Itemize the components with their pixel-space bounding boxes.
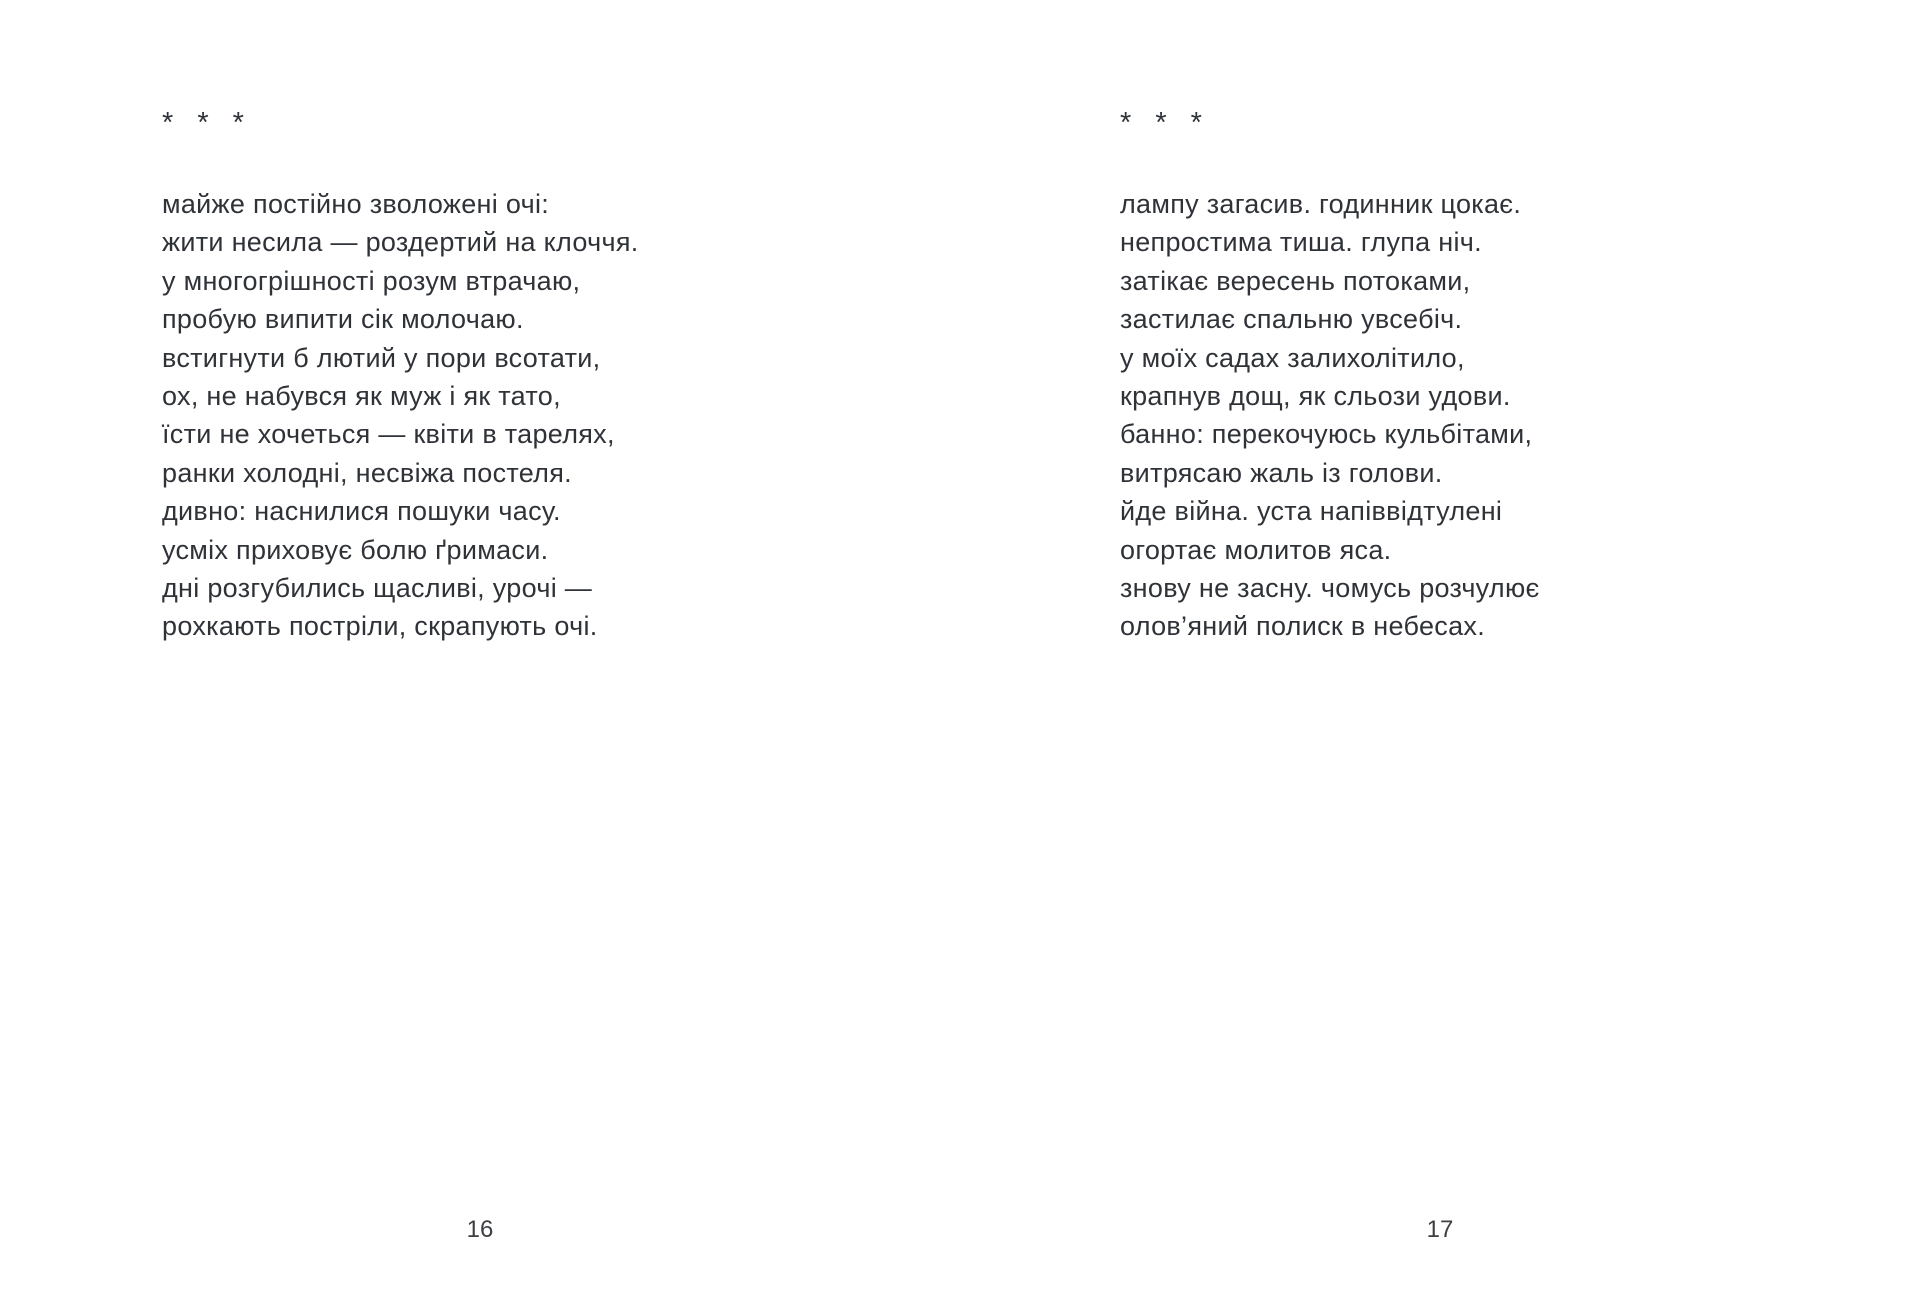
poem-line: ранки холодні, несвіжа постеля. — [162, 457, 572, 488]
page-right — [960, 0, 1920, 1303]
poem-line: огортає молитов яса. — [1120, 534, 1392, 565]
poem-line: банно: перекочуюсь кульбітами, — [1120, 419, 1533, 450]
poem-line: крапнув дощ, як сльози удови. — [1120, 381, 1511, 412]
poem-line: дивно: наснилися пошуки часу. — [162, 496, 561, 527]
poem-line: у многогрішності розум втрачаю, — [162, 265, 581, 296]
poem-line: олов’яний полиск в небесах. — [1120, 611, 1485, 642]
poem-line: ох, не набувся як муж і як тато, — [162, 381, 561, 412]
poem-line: жити несила — роздертий на клоччя. — [162, 227, 639, 258]
section-marker: * * * — [162, 107, 245, 139]
poem-line: усміх приховує болю ґримаси. — [162, 534, 549, 565]
poem-line: застилає спальню увсебіч. — [1120, 304, 1463, 335]
poem-line: майже постійно зволожені очі: — [162, 189, 550, 219]
poem-line: рохкають постріли, скрапують очі. — [162, 611, 598, 642]
poem-line: їсти не хочеться — квіти в тарелях, — [162, 419, 615, 450]
poem-line: пробую випити сік молочаю. — [162, 304, 524, 335]
poem-right — [1120, 185, 1540, 646]
poem-line: непростима тиша. глупа ніч. — [1120, 227, 1482, 258]
poem-line: знову не засну. чомусь розчулює — [1120, 573, 1540, 604]
poem-line: витрясаю жаль із голови. — [1120, 457, 1443, 488]
poem-line: у моїх садах залихолітило, — [1120, 342, 1465, 373]
poem-left — [162, 185, 639, 646]
poem-line: затікає вересень потоками, — [1120, 265, 1471, 296]
page-number: 17 — [1426, 1216, 1454, 1243]
poem-line: йде війна. уста напіввідтулені — [1120, 496, 1503, 527]
poem-line: дні розгубились щасливі, урочі — — [162, 573, 593, 604]
page-number: 16 — [466, 1216, 494, 1243]
poem-line: лампу загасив. годинник цокає. — [1120, 189, 1522, 219]
section-marker: * * * — [1120, 107, 1203, 139]
poem-line: встигнути б лютий у пори всотати, — [162, 342, 601, 373]
